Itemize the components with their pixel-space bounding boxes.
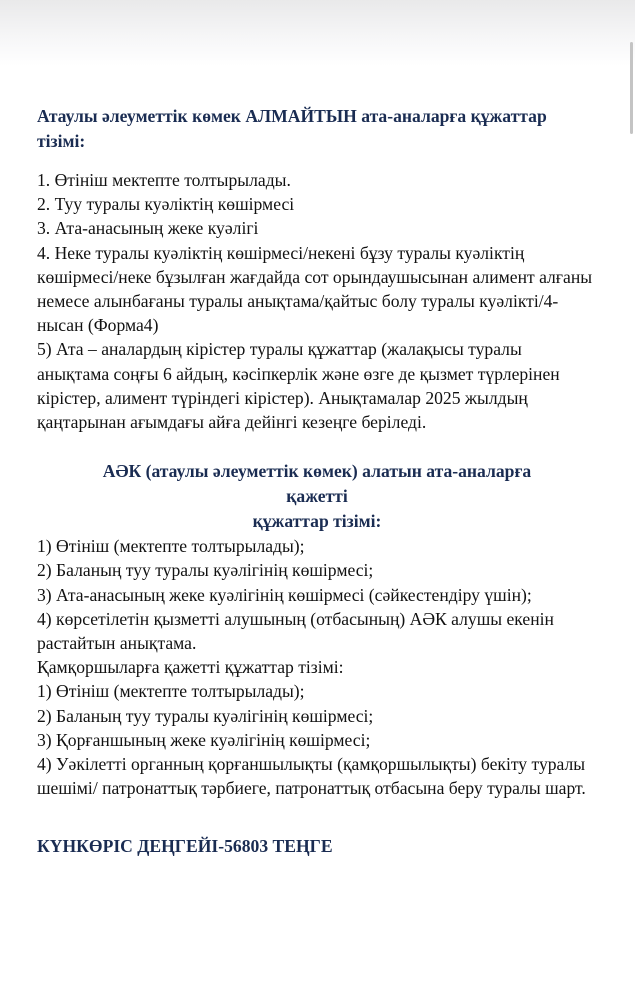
list-item: 1) Өтініш (мектепте толтырылады); bbox=[37, 681, 305, 702]
section2-title-line1: АӘК (атаулы әлеуметтік көмек) алатын ата-аналарға bbox=[102, 461, 532, 482]
section2-list bbox=[37, 534, 597, 655]
subsistence-level: КҮНКӨРІС ДЕҢГЕЙІ-56803 ТЕҢГЕ bbox=[37, 836, 333, 857]
list-item: 2) Баланың туу туралы куәлігінің көшірмесі; bbox=[37, 560, 374, 581]
list-item: 3. Ата-анасының жеке куәлігі bbox=[37, 218, 259, 239]
top-bar bbox=[0, 0, 635, 66]
section2-title-line3: құжаттар тізімі: bbox=[252, 511, 382, 532]
section1-title: Атаулы әлеуметтік көмек АЛМАЙТЫН ата-аналарға құжаттар тізімі: bbox=[37, 106, 547, 151]
list-item: 3) Қорғаншының жеке куәлігінің көшірмесі; bbox=[37, 729, 371, 750]
section1-list bbox=[37, 168, 597, 434]
list-item: 1. Өтініш мектепте толтырылады. bbox=[37, 170, 291, 190]
scrollbar-thumb[interactable] bbox=[630, 42, 633, 134]
section3-title: Қамқоршыларға қажетті құжаттар тізімі: bbox=[37, 657, 344, 678]
list-item: 3) Ата-анасының жеке куәлігінің көшірмесі (сәйкестендіру үшін); bbox=[37, 584, 532, 605]
list-item: 2. Туу туралы куәліктің көшірмесі bbox=[37, 194, 295, 215]
document-body bbox=[37, 104, 597, 859]
section2-title-line2: қажетті bbox=[286, 486, 348, 507]
list-item: 4. Неке туралы куәліктің көшірмесі/некені бұзу туралы куәліктің көшірмесі/неке бұзылған жағдайда сот орындаушысынан алимент алғаны немесе алынбағаны туралы анықтама/қайтыс болу туралы куәлікті/4-нысан (Форма4) bbox=[37, 242, 593, 336]
list-item: 1) Өтініш (мектепте толтырылады); bbox=[37, 536, 305, 557]
section2-title bbox=[37, 459, 597, 534]
list-item: 4) көрсетілетін қызметті алушының (отбасының) АӘК алушы екенін растайтын анықтама. bbox=[37, 608, 554, 654]
list-item: 4) Уәкілетті органның қорғаншылықты (қамқоршылықты) бекіту туралы шешімі/ патронаттық тәрбиеге, патронаттық отбасына беру туралы шарт. bbox=[37, 754, 586, 799]
list-item: 5) Ата – аналардың кірістер туралы құжаттар (жалақысы туралы анықтама соңғы 6 айдың, кәсіпкерлік және өзге де қызмет түрлерінен кірістер, алимент түріндегі кірістер). Анықтамалар 2025 жылдың қаңтарынан ағымдағы айға дейінгі кезеңге беріледі. bbox=[37, 339, 560, 433]
section3-list bbox=[37, 679, 597, 800]
list-item: 2) Баланың туу туралы куәлігінің көшірмесі; bbox=[37, 705, 374, 726]
